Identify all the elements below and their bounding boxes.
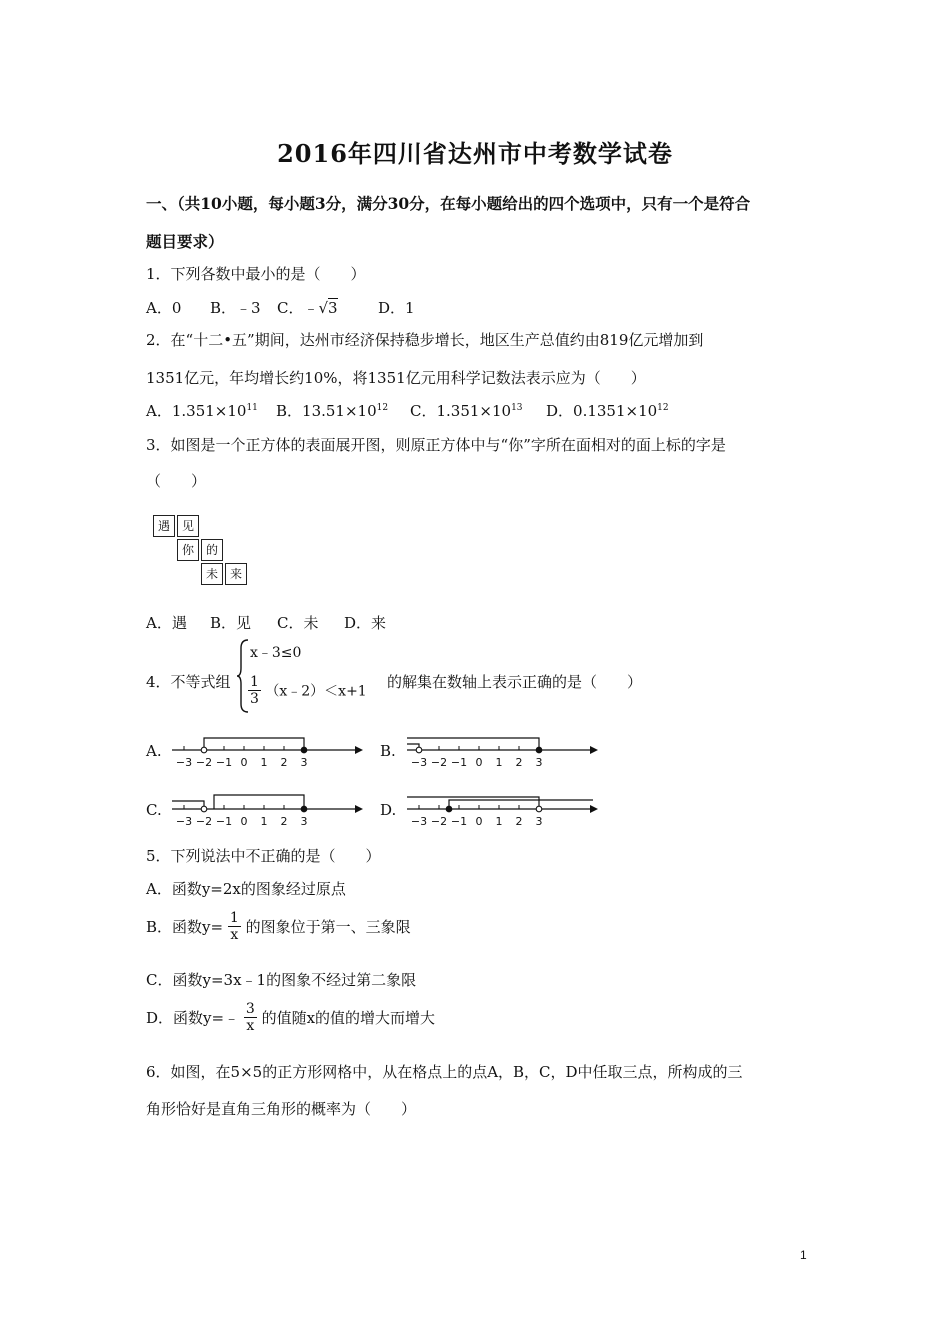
number-line-d (405, 787, 600, 829)
question-4-stem-suffix: 的解集在数轴上表示正确的是（ ） (387, 673, 643, 691)
question-5-stem: 5．下列说法中不正确的是（ ） (146, 847, 381, 865)
open-point (416, 747, 422, 753)
inequality-1: x﹣3≤0 (250, 645, 302, 661)
number-line-b (405, 728, 600, 770)
tick-label: 0 (475, 756, 483, 769)
solution-ray (204, 738, 304, 750)
question-5-option-d (146, 1001, 435, 1034)
solution-ray (449, 800, 593, 809)
tick-label: −3 (175, 756, 193, 769)
page-title: 2016年四川省达州市中考数学试卷 (277, 139, 673, 168)
tick-label: 2 (515, 815, 523, 828)
fraction-denominator: 3 (250, 691, 259, 707)
tick-label: −2 (195, 756, 213, 769)
tick-label: 2 (280, 756, 288, 769)
option-d-label: D. (380, 801, 397, 819)
question-3-option-d: D．来 (344, 614, 387, 632)
fraction-numerator: 3 (245, 1001, 255, 1017)
fraction-three-over-x (244, 1001, 257, 1034)
tick-label: −1 (215, 815, 233, 828)
closed-point (446, 806, 452, 812)
axis-arrow-icon (590, 746, 598, 754)
closed-point (536, 747, 542, 753)
radicand: 3 (328, 299, 338, 317)
option-b-suffix: 的图象位于第一、三象限 (245, 918, 411, 936)
question-2-option-b (276, 400, 388, 421)
solution-ray (214, 795, 304, 809)
option-d-suffix: 的值随x的值的增大而增大 (261, 1009, 436, 1027)
section-heading-cont: 题目要求） (146, 232, 224, 251)
question-3-option-a: A．遇 (146, 614, 187, 632)
question-1-stem: 1．下列各数中最小的是（ ） (146, 265, 366, 283)
fraction-numerator: 1 (250, 674, 259, 690)
tick-label: 3 (300, 756, 308, 769)
tick-label: −1 (450, 815, 468, 828)
tick-label: −3 (410, 756, 428, 769)
tick-label: −3 (410, 815, 428, 828)
question-1-option-c (277, 297, 338, 318)
inequality-2 (248, 674, 367, 707)
option-a-base: A．1.351×10 (146, 402, 247, 420)
tick-label: 1 (495, 815, 503, 828)
tick-label: 0 (475, 815, 483, 828)
option-b-base: B．13.51×10 (276, 402, 377, 420)
open-point (536, 806, 542, 812)
question-2-stem-line2: 1351亿元，年均增长约10%，将1351亿元用科学记数法表示应为（ ） (146, 369, 646, 387)
fraction-one-third (248, 674, 261, 707)
question-6-stem-line2: 角形恰好是直角三角形的概率为（ ） (146, 1100, 417, 1118)
net-cell-6: 来 (225, 563, 247, 585)
question-5-option-a: A．函数y=2x的图象经过原点 (146, 880, 346, 898)
option-b-label: B. (380, 742, 396, 760)
question-3-stem-line1: 3．如图是一个正方体的表面展开图，则原正方体中与“你”字所在面相对的面上标的字是 (146, 436, 726, 454)
question-5-option-c: C．函数y=3x﹣1的图象不经过第二象限 (146, 971, 417, 989)
section-heading: 一、（共10小题，每小题3分，满分30分，在每小题给出的四个选项中，只有一个是符合 (146, 194, 751, 213)
tick-label: 1 (495, 756, 503, 769)
fraction-denominator: x (230, 927, 239, 943)
question-3-stem-line2: （ ） (146, 472, 207, 490)
option-d-prefix: D．函数y=﹣ (146, 1009, 240, 1027)
page-number: 1 (800, 1248, 807, 1262)
axis-arrow-icon (355, 746, 363, 754)
tick-label: −3 (175, 815, 193, 828)
tick-label: 1 (260, 756, 268, 769)
option-c-base: C．1.351×10 (410, 402, 512, 420)
option-b-exponent: 12 (376, 403, 389, 413)
closed-point (301, 806, 307, 812)
net-cell-2: 见 (177, 515, 199, 537)
fraction-denominator: x (246, 1018, 255, 1034)
fraction-numerator: 1 (229, 910, 239, 926)
tick-label: 3 (535, 756, 543, 769)
open-point (201, 806, 207, 812)
option-d-base: D．0.1351×10 (546, 402, 658, 420)
closed-point (301, 747, 307, 753)
option-b-prefix: B．函数y= (146, 918, 224, 936)
question-1-option-b: B．﹣3 (210, 299, 261, 317)
net-cell-4: 的 (201, 539, 223, 561)
question-6-stem-line1: 6．如图，在5×5的正方形网格中，从在格点上的点A，B，C，D中任取三点，所构成的三 (146, 1063, 743, 1081)
option-a-exponent: 11 (246, 403, 258, 413)
question-3-option-c: C．未 (277, 614, 319, 632)
option-c-prefix: C．﹣ (277, 299, 319, 317)
solution-ray (172, 801, 204, 809)
question-2-stem-line1: 2．在“十二•五”期间，达州市经济保持稳步增长，地区生产总值约由819亿元增加到 (146, 331, 704, 349)
option-a-label: A. (146, 742, 162, 760)
fraction-one-over-x (228, 910, 241, 943)
question-5-option-b (146, 910, 411, 943)
tick-label: 1 (260, 815, 268, 828)
number-line-c (170, 787, 365, 829)
sqrt-symbol: √ (318, 299, 329, 317)
tick-label: −1 (450, 756, 468, 769)
inequality-2-rest: （x﹣2）＜x+1 (265, 683, 367, 700)
tick-label: −2 (430, 756, 448, 769)
axis-arrow-icon (355, 805, 363, 813)
question-2-option-c (410, 400, 523, 421)
tick-label: 0 (240, 815, 248, 828)
question-2-option-a (146, 400, 258, 421)
tick-label: −2 (195, 815, 213, 828)
option-c-exponent: 13 (511, 403, 523, 413)
number-line-a (170, 728, 365, 770)
tick-label: 2 (280, 815, 288, 828)
option-c-label: C. (146, 801, 162, 819)
question-2-option-d (546, 400, 669, 421)
inequality-system (236, 638, 382, 714)
net-cell-3: 你 (177, 539, 199, 561)
open-point (201, 747, 207, 753)
tick-label: 3 (300, 815, 308, 828)
tick-label: 3 (535, 815, 543, 828)
question-4-stem-prefix: 4．不等式组 (146, 673, 231, 691)
cube-net-figure (153, 515, 253, 590)
question-1-option-d: D．1 (378, 299, 415, 317)
tick-label: −2 (430, 815, 448, 828)
tick-label: 2 (515, 756, 523, 769)
question-1-option-a: A．0 (146, 299, 182, 317)
tick-label: −1 (215, 756, 233, 769)
tick-label: 0 (240, 756, 248, 769)
axis-arrow-icon (590, 805, 598, 813)
net-cell-5: 未 (201, 563, 223, 585)
option-d-exponent: 12 (657, 403, 669, 413)
net-cell-1: 遇 (153, 515, 175, 537)
question-3-option-b: B．见 (210, 614, 252, 632)
